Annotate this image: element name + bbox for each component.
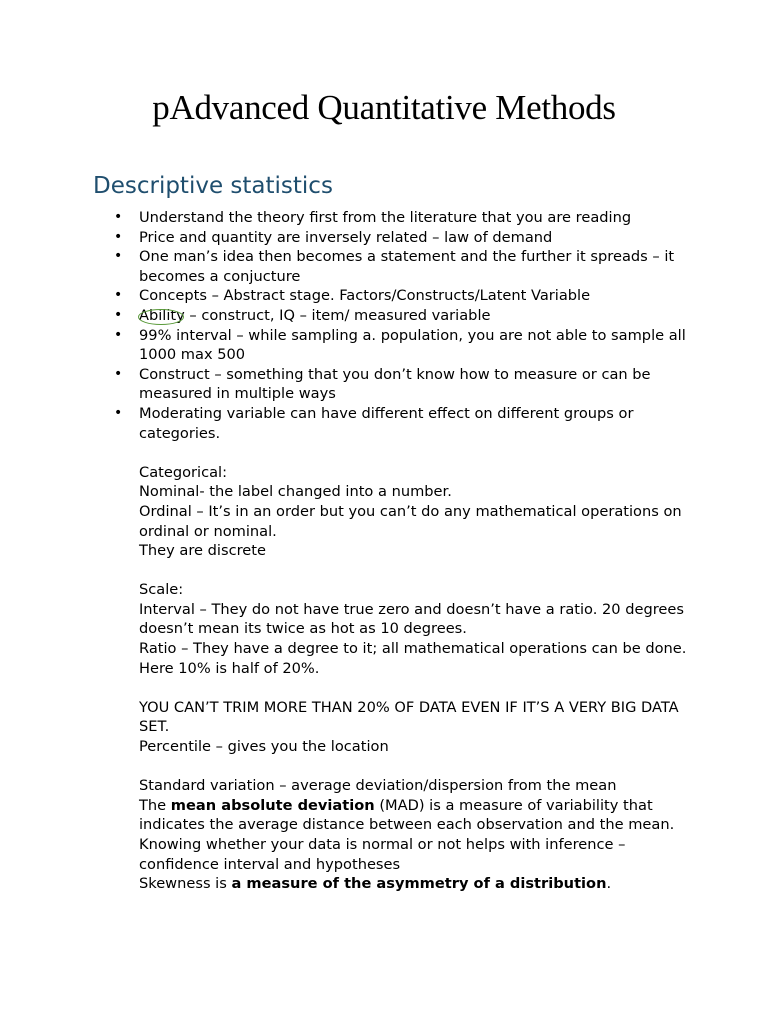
list-item: • Concepts – Abstract stage. Factors/Constructs/Latent Variable (114, 287, 591, 305)
interval-text: Interval – They do not have true zero and doesn’t have a ratio. 20 degrees doesn’t mean its twice as hot as 10 degrees. (139, 600, 684, 638)
bullet-icon: • (114, 404, 123, 421)
bullet-icon: • (114, 306, 123, 323)
bullet-icon: • (114, 287, 123, 304)
list-item: • Construct – something that you don’t know how to measure or can be measured in multiple ways (114, 365, 651, 403)
bullet-icon: • (114, 365, 123, 382)
mad-term: mean absolute deviation (170, 796, 375, 814)
document-body (114, 208, 699, 894)
skewness-text: Skewness is a measure of the asymmetry of a distribution. (139, 875, 612, 893)
page-title: pAdvanced Quantitative Methods (152, 88, 616, 127)
normality-text: Knowing whether your data is normal or not helps with inference – confidence interval and hypotheses (139, 836, 626, 873)
list-item: • Ability – construct, IQ – item/ measured variable (114, 306, 491, 324)
list-item: • One man’s idea then becomes a statement and the further it spreads – it becomes a conjucture (114, 248, 675, 285)
discrete-text: They are discrete (139, 542, 266, 560)
bullet-list (114, 208, 699, 443)
trim-warning: YOU CAN’T TRIM MORE THAN 20% OF DATA EVEN IF IT’S A VERY BIG DATA SET. (139, 698, 679, 736)
ordinal-text: Ordinal – It’s in an order but you can’t do any mathematical operations on ordinal or nominal. (139, 502, 682, 540)
bullet-icon: • (114, 209, 123, 225)
list-item: • Understand the theory first from the literature that you are reading (114, 209, 632, 226)
scale-label: Scale: (139, 581, 184, 599)
std-text: Standard variation – average deviation/dispersion from the mean (139, 777, 617, 795)
circled-word: Ability (139, 306, 185, 324)
bullet-icon: • (114, 228, 123, 245)
nominal-text: Nominal- the label changed into a number. (139, 483, 452, 501)
list-item: • Moderating variable can have different effect on different groups or categories. (114, 404, 634, 442)
bullet-icon: • (114, 326, 123, 343)
bullet-icon: • (114, 248, 123, 265)
list-item: • Price and quantity are inversely related – law of demand (114, 228, 553, 246)
section-heading: Descriptive statistics (93, 173, 333, 199)
list-item: • 99% interval – while sampling a. population, you are not able to sample all 1000 max 500 (114, 326, 686, 364)
ratio-text: Ratio – They have a degree to it; all mathematical operations can be done. Here 10% is half of 20%. (139, 640, 687, 677)
mad-text: The mean absolute deviation (MAD) is a measure of variability that indicates the average distance between each observation and the mean. (139, 796, 675, 834)
categorical-label: Categorical: (139, 463, 228, 481)
skewness-definition: a measure of the asymmetry of a distribution (231, 875, 607, 893)
percentile-text: Percentile – gives you the location (139, 738, 389, 756)
